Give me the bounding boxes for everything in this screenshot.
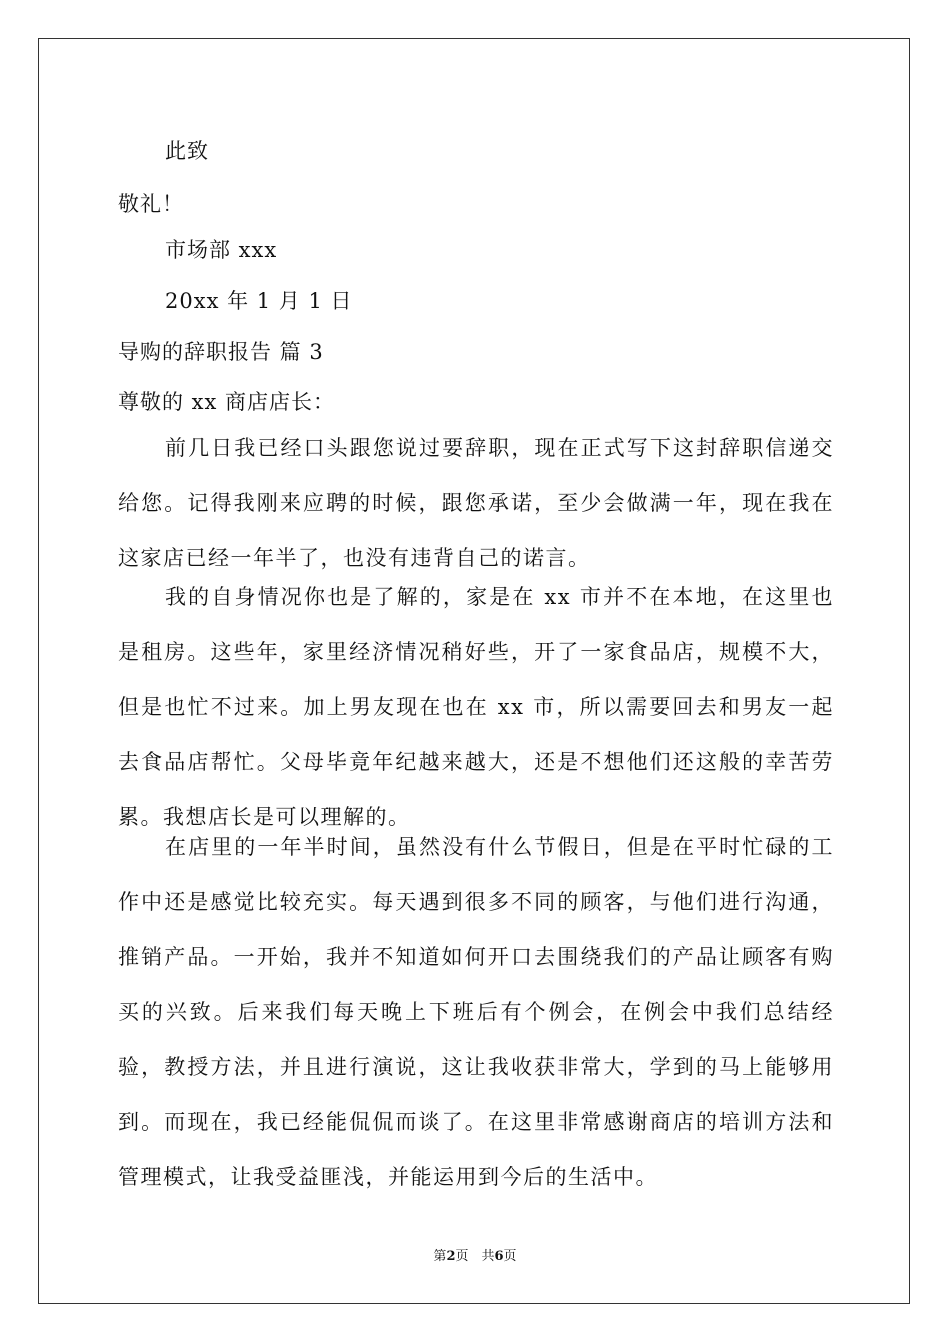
signature-date: 20xx 年 1 月 1 日: [165, 289, 353, 313]
footer-mid: 页 共: [455, 1249, 495, 1264]
closing-salutation-1: 此致: [165, 139, 209, 163]
paragraph-1: 前几日我已经口头跟您说过要辞职，现在正式写下这封辞职信递交给您。记得我刚来应聘的时候，跟您承诺，至少会做满一年，现在我在这家店已经一年半了，也没有违背自己的诺言。: [118, 436, 834, 570]
paragraph-2: 我的自身情况你也是了解的，家是在 xx 市并不在本地，在这里也是租房。这些年，家里经济情况稍好些，开了一家食品店，规模不大，但是也忙不过来。加上男友现在也在 xx 市，所以需要回去和男友一起去食品店帮忙。父母毕竟年纪越来越大，还是不想他们还这般的幸苦劳累。我想店长是可以理解的。: [118, 585, 834, 829]
footer-current-page: 2: [446, 1249, 456, 1264]
footer-suffix: 页: [503, 1249, 517, 1264]
footer-prefix: 第: [433, 1249, 447, 1264]
page-footer: [0, 1248, 950, 1266]
footer-total-pages: 6: [494, 1249, 504, 1264]
signature: 市场部 xxx: [165, 238, 278, 262]
paragraph-3: 在店里的一年半时间，虽然没有什么节假日，但是在平时忙碌的工作中还是感觉比较充实。每天遇到很多不同的顾客，与他们进行沟通，推销产品。一开始，我并不知道如何开口去围绕我们的产品让顾客有购买的兴致。后来我们每天晚上下班后有个例会，在例会中我们总结经验，教授方法，并且进行演说，这让我收获非常大，学到的马上能够用到。而现在，我已经能侃侃而谈了。在这里非常感谢商店的培训方法和管理模式，让我受益匪浅，并能运用到今后的生活中。: [118, 835, 834, 1189]
section-heading: 导购的辞职报告 篇 3: [118, 340, 324, 364]
closing-salutation-2: 敬礼！: [118, 192, 184, 216]
letter-greeting: 尊敬的 xx 商店店长：: [118, 390, 336, 414]
